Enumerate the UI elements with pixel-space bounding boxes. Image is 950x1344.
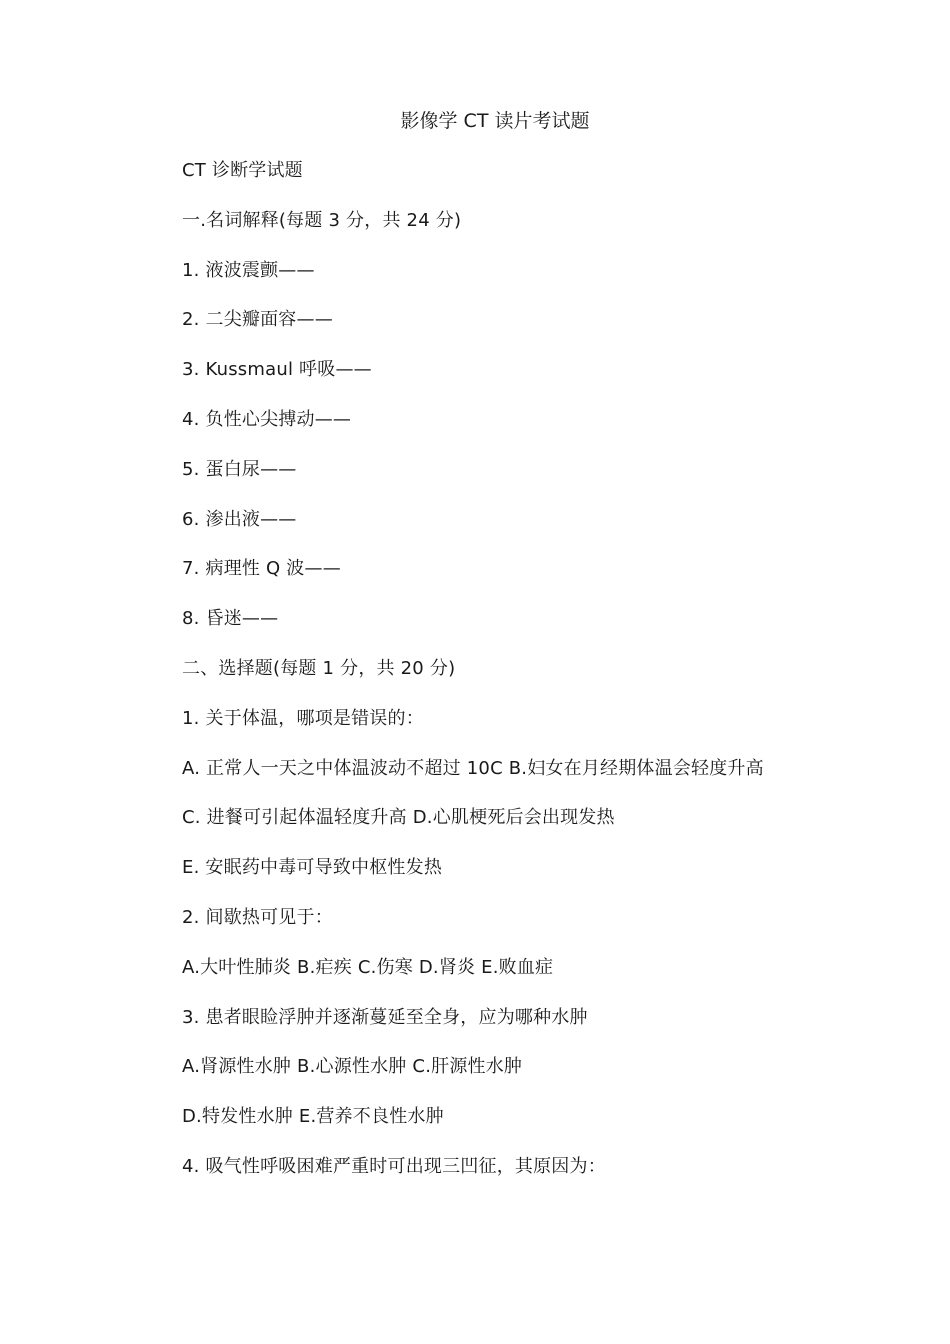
document-body: [182, 156, 882, 1202]
question-4: 4. 吸气性呼吸困难严重时可出现三凹征，其原因为：: [182, 1155, 606, 1177]
question-1-options: E. 安眠药中毒可导致中枢性发热: [182, 857, 443, 879]
question-2: 2. 间歇热可见于：: [182, 906, 333, 928]
section-heading-terms: 一.名词解释(每题 3 分，共 24 分): [182, 209, 462, 231]
question-3-options: D.特发性水肿 E.营养不良性水肿: [182, 1106, 444, 1128]
term-item: 7. 病理性 Q 波——: [182, 558, 341, 580]
question-3: 3. 患者眼睑浮肿并逐渐蔓延至全身，应为哪种水肿: [182, 1006, 588, 1028]
term-item: 2. 二尖瓣面容——: [182, 309, 333, 331]
term-item: 5. 蛋白尿——: [182, 458, 297, 480]
question-2-options: A.大叶性肺炎 B.疟疾 C.伤寒 D.肾炎 E.败血症: [182, 956, 554, 978]
question-1-options: A. 正常人一天之中体温波动不超过 10C B.妇女在月经期体温会轻度升高: [182, 757, 764, 779]
term-item: 4. 负性心尖搏动——: [182, 408, 352, 430]
section-heading-choice: 二、选择题(每题 1 分，共 20 分): [182, 657, 456, 679]
term-item: 1. 液波震颤——: [182, 259, 315, 281]
term-item: 8. 昏迷——: [182, 608, 279, 630]
question-1: 1. 关于体温，哪项是错误的：: [182, 707, 424, 729]
question-3-options: A.肾源性水肿 B.心源性水肿 C.肝源性水肿: [182, 1056, 523, 1078]
question-1-options: C. 进餐可引起体温轻度升高 D.心肌梗死后会出现发热: [182, 807, 615, 829]
term-item: 6. 渗出液——: [182, 508, 297, 530]
term-item: 3. Kussmaul 呼吸——: [182, 359, 372, 381]
document-title: 影像学 CT 读片考试题: [400, 110, 590, 132]
section-heading-ct: CT 诊断学试题: [182, 160, 303, 181]
